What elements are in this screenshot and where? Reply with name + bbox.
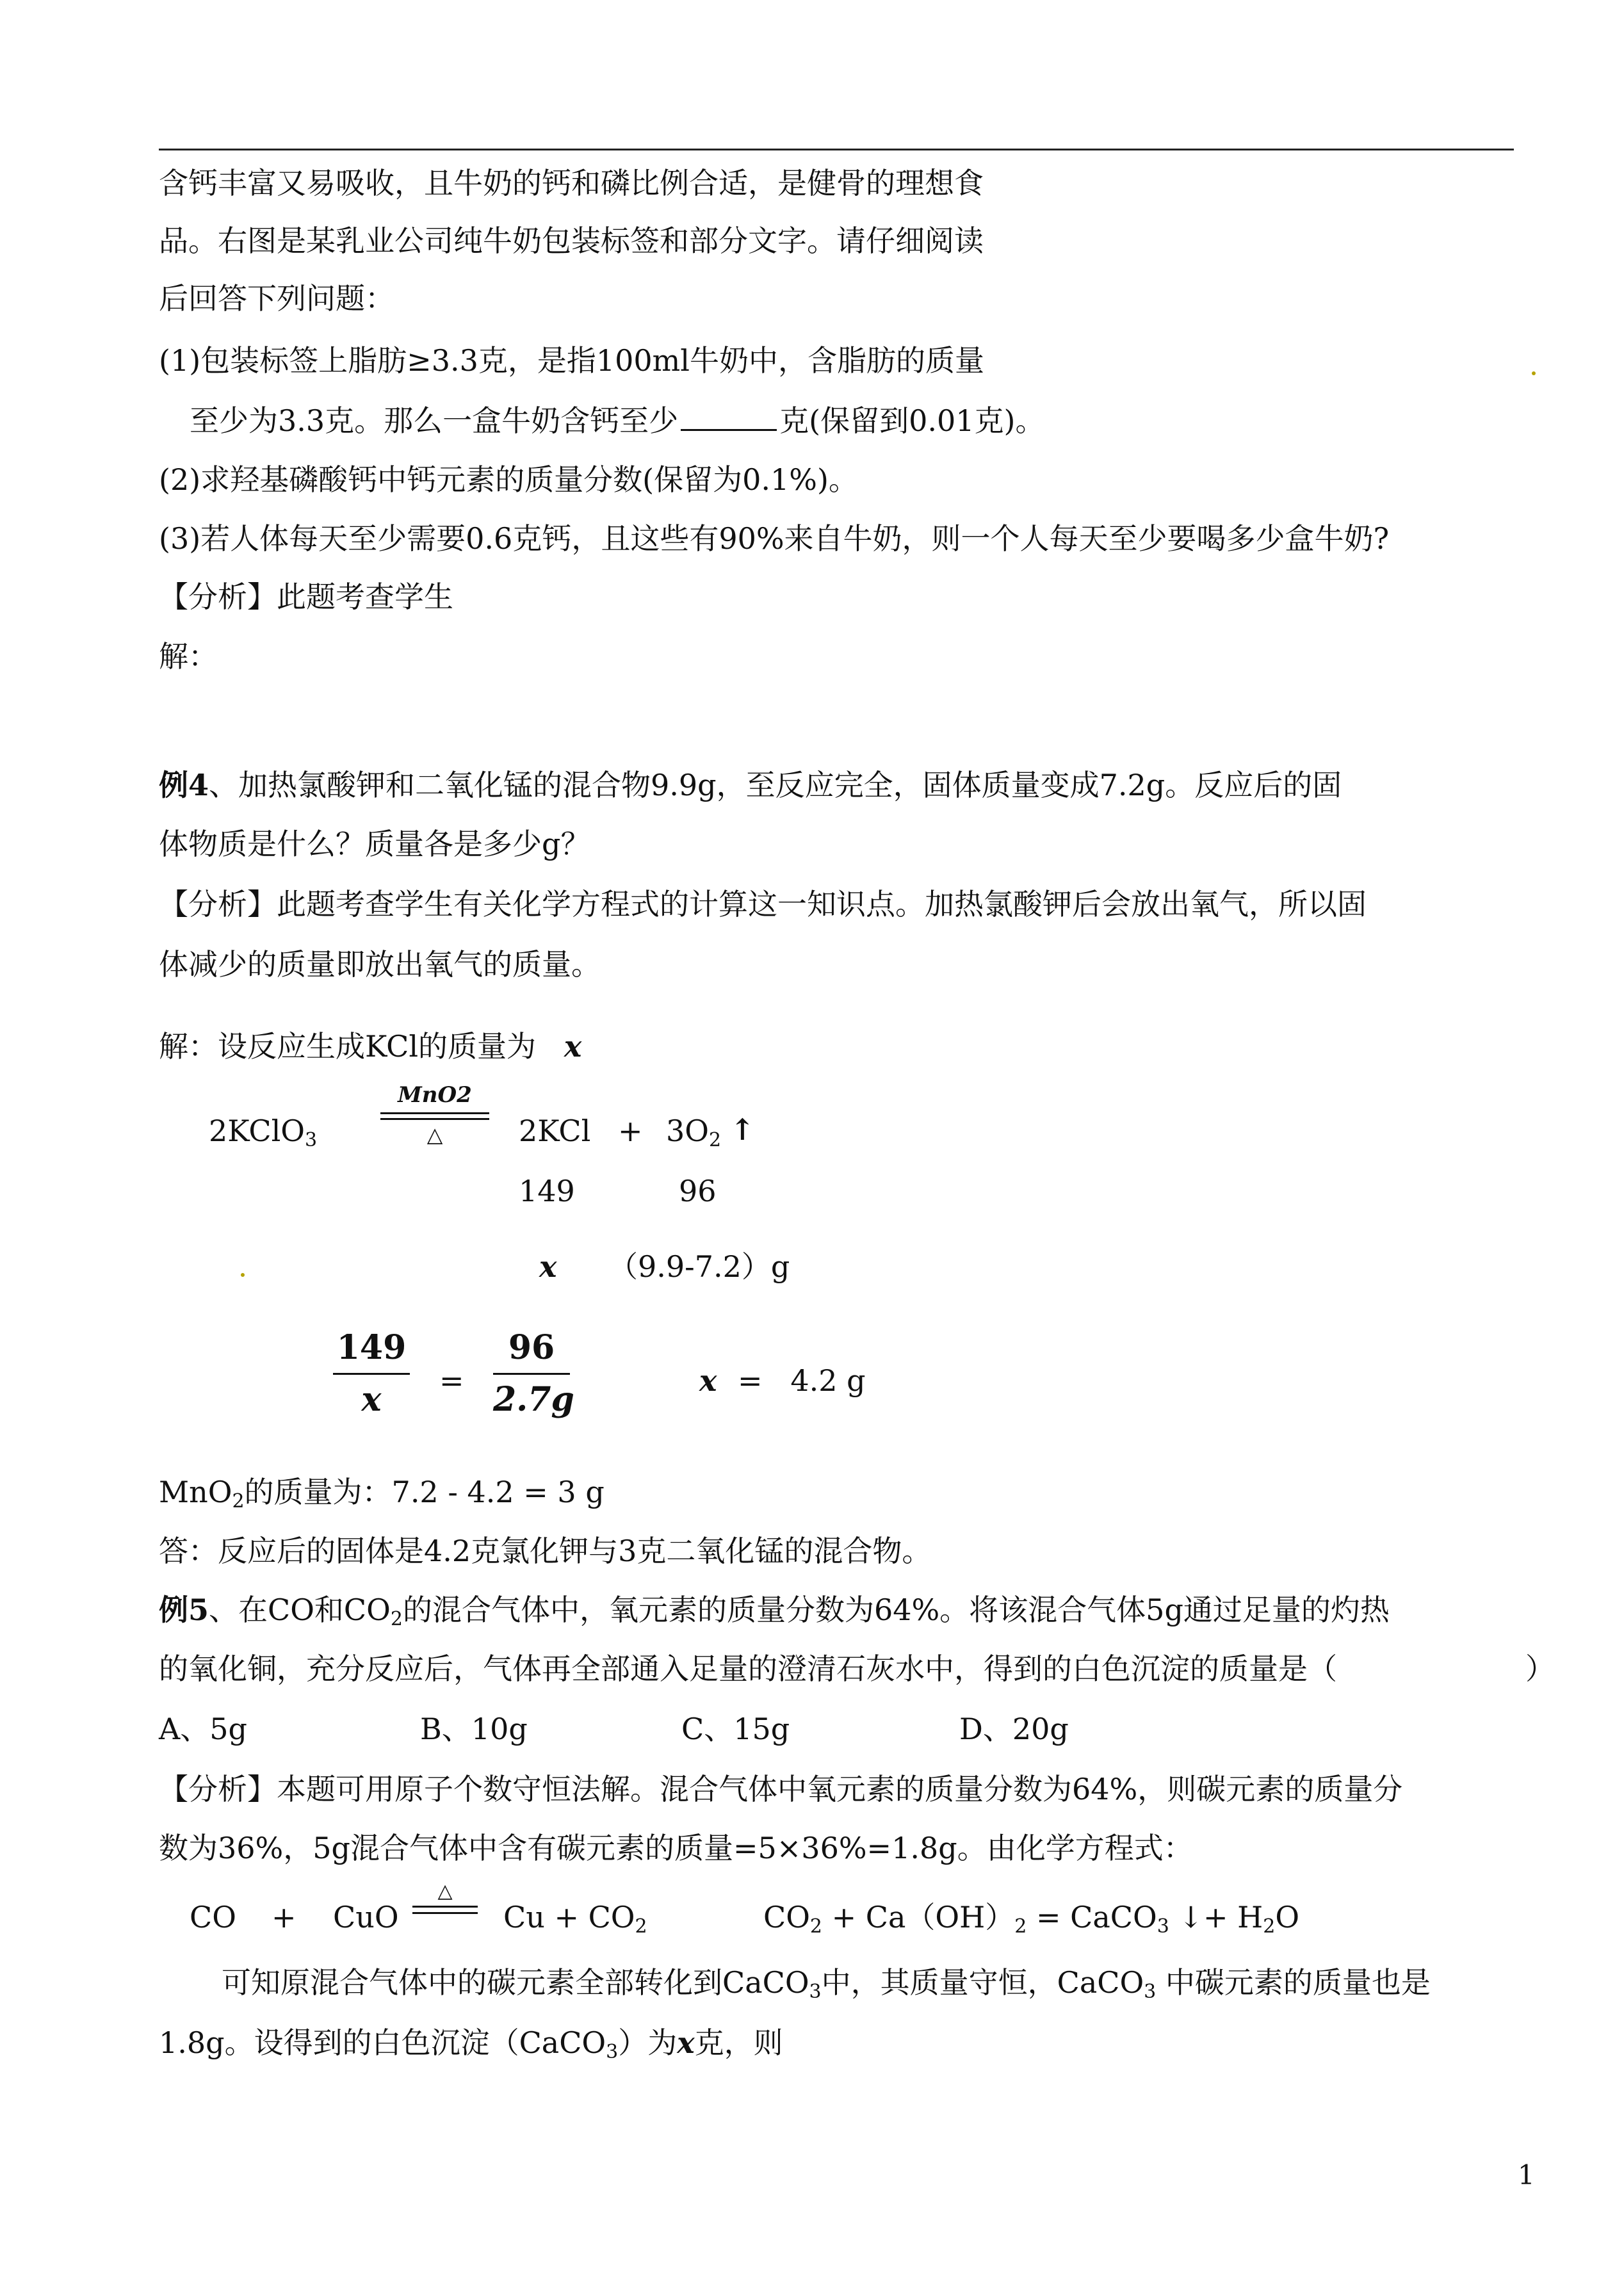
option-b: B、10g (420, 1712, 528, 1746)
option-d: D、20g (959, 1712, 1069, 1746)
catalyst-label: MnO2 (398, 1082, 472, 1108)
example-5-line-3: 可知原混合气体中的碳元素全部转化到CaCO$_3$中，其质量守恒，CaCO$_3$ 中碳元素的质量也是 (222, 1965, 1431, 2003)
equation-bar-top (380, 1112, 489, 1114)
example-4-analysis-2: 体减少的质量即放出氧气的质量。 (159, 947, 601, 982)
example-5-analysis-1: 【分析】本题可用原子个数守恒法解。混合气体中氧元素的质量分数为64%，则碳元素的质量分 (159, 1772, 1403, 1806)
stray-mark (1532, 371, 1536, 375)
eq1-cuo: CuO (333, 1900, 399, 1934)
example-4-analysis-1: 【分析】此题考查学生有关化学方程式的计算这一知识点。加热氯酸钾后会放出氧气，所以固 (159, 887, 1367, 921)
example-4-label: 例4 (159, 768, 209, 802)
example-5-line-4: 1.8g。设得到的白色沉淀（CaCO$_3$）为x克，则 (159, 2025, 783, 2063)
eq1-bar-top (412, 1906, 478, 1908)
known-mass: （9.9-7.2）g (608, 1249, 790, 1284)
equation-bar-bottom (380, 1118, 489, 1120)
unknown-x: x (539, 1249, 557, 1284)
equals-sign: = (439, 1363, 464, 1398)
eq1-products: $Cu + CO_2$ (503, 1900, 647, 1938)
example-5-line-2: 的氧化铜，充分反应后，气体再全部通入足量的澄清石灰水中，得到的白色沉淀的质量是（ (159, 1651, 1337, 1686)
eq1-plus: + (272, 1900, 296, 1934)
example-5-label: 例5 (159, 1593, 209, 1627)
reactant: 2KClO$_3$ (209, 1114, 318, 1151)
product-2: $3O_2$ (666, 1114, 722, 1151)
eq1-heat: △ (437, 1880, 453, 1902)
molar-mass-kcl: 149 (519, 1174, 575, 1208)
result-value: = 4.2 g (738, 1363, 866, 1398)
option-a: A、5g (159, 1712, 247, 1746)
gas-arrow: ↑ (730, 1112, 755, 1147)
intro-line-3: 后回答下列问题： (159, 281, 394, 316)
example-4-line-1: 例4、加热氯酸钾和二氧化锰的混合物9.9g，至反应完全，固体质量变成7.2g。反应后的固 (159, 768, 1342, 802)
example-4-solve: 解：设反应生成KCl的质量为 x (159, 1029, 582, 1064)
intro-line-1: 含钙丰富又易吸收，且牛奶的钙和磷比例合适，是健骨的理想食 (159, 166, 984, 200)
molar-mass-o2: 96 (679, 1174, 717, 1208)
product-1: 2KCl (519, 1114, 591, 1148)
question-3: (3)若人体每天至少需要0.6克钙，且这些有90%来自牛奶，则一个人每天至少要喝多少盒牛奶? (159, 521, 1390, 556)
stray-mark-2 (241, 1273, 245, 1277)
eq1-bar-bottom (412, 1912, 478, 1914)
fraction-2: 96 2.7g (493, 1328, 574, 1419)
example-5-close-paren: ） (1525, 1651, 1555, 1686)
eq1-co: CO (190, 1900, 236, 1934)
fraction-1: 149 x (333, 1327, 410, 1421)
example-5-analysis-2: 数为36%，5g混合气体中含有碳元素的质量=5×36%=1.8g。由化学方程式： (159, 1831, 1193, 1865)
result-x: x (699, 1363, 717, 1398)
header-rule (159, 149, 1514, 150)
eq2: $CO_2 + Ca(OH)_2$ = CaCO$_3$ ↓+ $H_2O$ (763, 1900, 1300, 1938)
answer-blank (681, 401, 777, 431)
example-5-line-1: 例5、在CO和$CO_2$的混合气体中，氧元素的质量分数为64%。将该混合气体5g通过足量的灼热 (159, 1593, 1390, 1630)
example-4-answer: 答：反应后的固体是4.2克氯化钾与3克二氧化锰的混合物。 (159, 1534, 932, 1568)
option-c: C、15g (681, 1712, 790, 1746)
mno2-mass: MnO$_2$的质量为：7.2 - 4.2 = 3 g (159, 1475, 605, 1512)
solution-3: 解： (159, 639, 218, 674)
analysis-3: 【分析】此题考查学生 (159, 580, 453, 614)
question-2: (2)求羟基磷酸钙中钙元素的质量分数(保留为0.1%)。 (159, 462, 858, 497)
page-number: 1 (1518, 2159, 1535, 2191)
plus-sign: + (618, 1114, 643, 1148)
question-1-line-1: (1)包装标签上脂肪≥3.3克，是指100ml牛奶中，含脂肪的质量 (159, 343, 984, 378)
intro-line-2: 品。右图是某乳业公司纯牛奶包装标签和部分文字。请仔细阅读 (159, 223, 984, 258)
heat-symbol: △ (426, 1123, 443, 1147)
question-1-line-2: 至少为3.3克。那么一盒牛奶含钙至少 克(保留到0.01克)。 (190, 401, 1044, 440)
example-4-line-2: 体物质是什么？质量各是多少g？ (159, 827, 590, 861)
